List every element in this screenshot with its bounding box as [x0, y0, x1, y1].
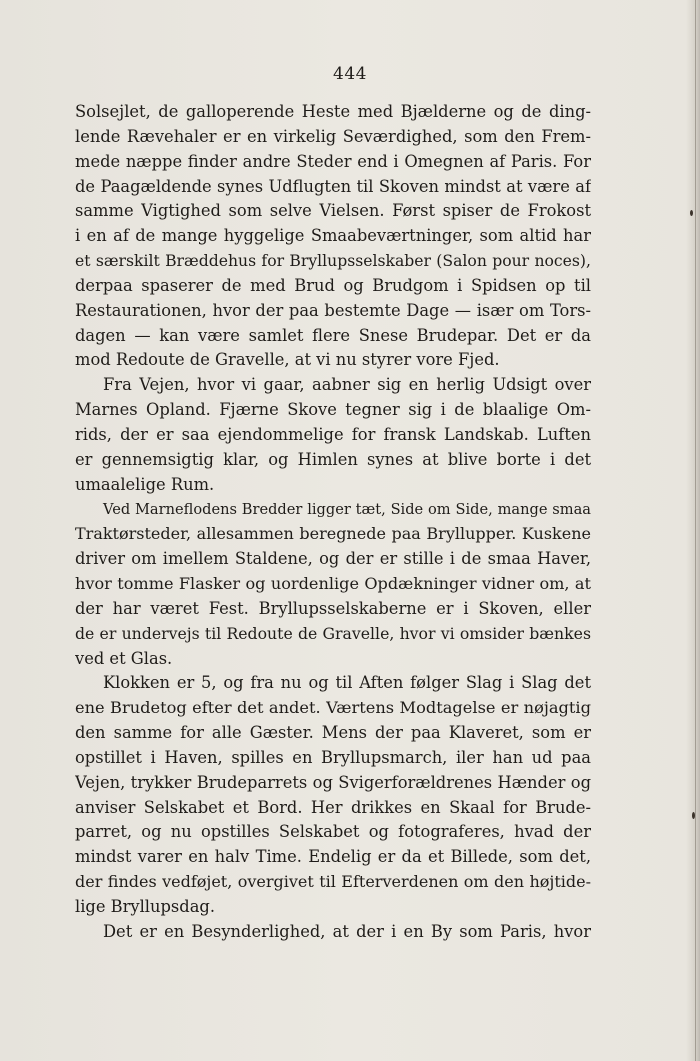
page-number: 444 — [333, 64, 367, 84]
text-line: hvor tomme Flasker og uordenlige Opdækninger vidner om, at — [75, 574, 591, 594]
text-line: anviser Selskabet et Bord. Her drikkes en Skaal for Brude- — [75, 797, 591, 817]
page-edge-line — [695, 0, 696, 1061]
text-line: der har været Fest. Bryllupsselskaberne er i Skoven, eller — [75, 598, 591, 618]
text-line: de er undervejs til Redoute de Gravelle, hvor vi omsider bænkes — [75, 623, 591, 643]
page-edge-shadow — [686, 0, 700, 1061]
text-line: driver om imellem Staldene, og der er stille i de smaa Haver, — [75, 549, 591, 569]
text-line: parret, og nu opstilles Selskabet og fotograferes, hvad der — [75, 822, 591, 842]
paragraph-first-line: Klokken er 5, og fra nu og til Aften følger Slag i Slag det — [103, 673, 591, 693]
text-line: lende Rævehaler er en virkelig Seværdighed, som den Frem- — [75, 126, 591, 146]
text-line: lige Bryllupsdag. — [75, 897, 215, 916]
text-line: de Paagældende synes Udflugten til Skoven mindst at være af — [75, 176, 591, 196]
text-line: ene Brudetog efter det andet. Værtens Modtagelse er nøjagtig — [75, 698, 591, 718]
body-text — [75, 100, 591, 945]
text-line: mod Redoute de Gravelle, at vi nu styrer vore Fjed. — [75, 350, 500, 370]
text-line: den samme for alle Gæster. Mens der paa Klaveret, som er — [75, 723, 591, 743]
ink-speck — [690, 210, 693, 216]
paragraph-first-line: Fra Vejen, hvor vi gaar, aabner sig en herlig Udsigt over — [103, 375, 591, 395]
text-line: der findes vedføjet, overgivet til Efterverdenen om den højtide- — [75, 872, 591, 892]
text-line: mindst varer en halv Time. Endelig er da et Billede, som det, — [75, 847, 591, 867]
text-line: Restaurationen, hvor der paa bestemte Dage — især om Tors- — [75, 300, 591, 320]
text-line: Solsejlet, de galloperende Heste med Bjælderne og de ding- — [75, 102, 591, 121]
text-line: rids, der er saa ejendommelige for fransk Landskab. Luften — [75, 424, 591, 444]
text-line: umaalelige Rum. — [75, 474, 215, 494]
text-line: et særskilt Bræddehus for Bryllupsselskaber (Salon pour noces), — [75, 251, 591, 271]
text-line: Vejen, trykker Brudeparrets og Svigerforældrenes Hænder og — [75, 772, 591, 792]
text-line: er gennemsigtig klar, og Himlen synes at blive borte i det — [75, 449, 591, 469]
paragraph-first-line: Det er en Besynderlighed, at der i en By som Paris, hvor — [103, 921, 591, 941]
text-line: i en af de mange hyggelige Smaabeværtninger, som altid har — [75, 226, 591, 246]
text-line: mede næppe finder andre Steder end i Omegnen af Paris. For — [75, 151, 591, 171]
paragraph-first-line: Ved Marneflodens Bredder ligger tæt, Side om Side, mange smaa — [103, 500, 591, 518]
text-line: Traktørsteder, allesammen beregnede paa Bryllupper. Kuskene — [75, 524, 591, 544]
text-line: dagen — kan være samlet flere Snese Brudepar. Det er da — [75, 325, 591, 345]
text-line: samme Vigtighed som selve Vielsen. Først spiser de Frokost — [75, 201, 591, 221]
text-line: ved et Glas. — [75, 648, 173, 668]
text-line: derpaa spaserer de med Brud og Brudgom i Spidsen op til — [75, 275, 591, 295]
text-line: opstillet i Haven, spilles en Bryllupsmarch, iler han ud paa — [75, 747, 591, 767]
text-line: Marnes Opland. Fjærne Skove tegner sig i de blaalige Om- — [75, 400, 591, 420]
ink-speck — [692, 812, 695, 819]
